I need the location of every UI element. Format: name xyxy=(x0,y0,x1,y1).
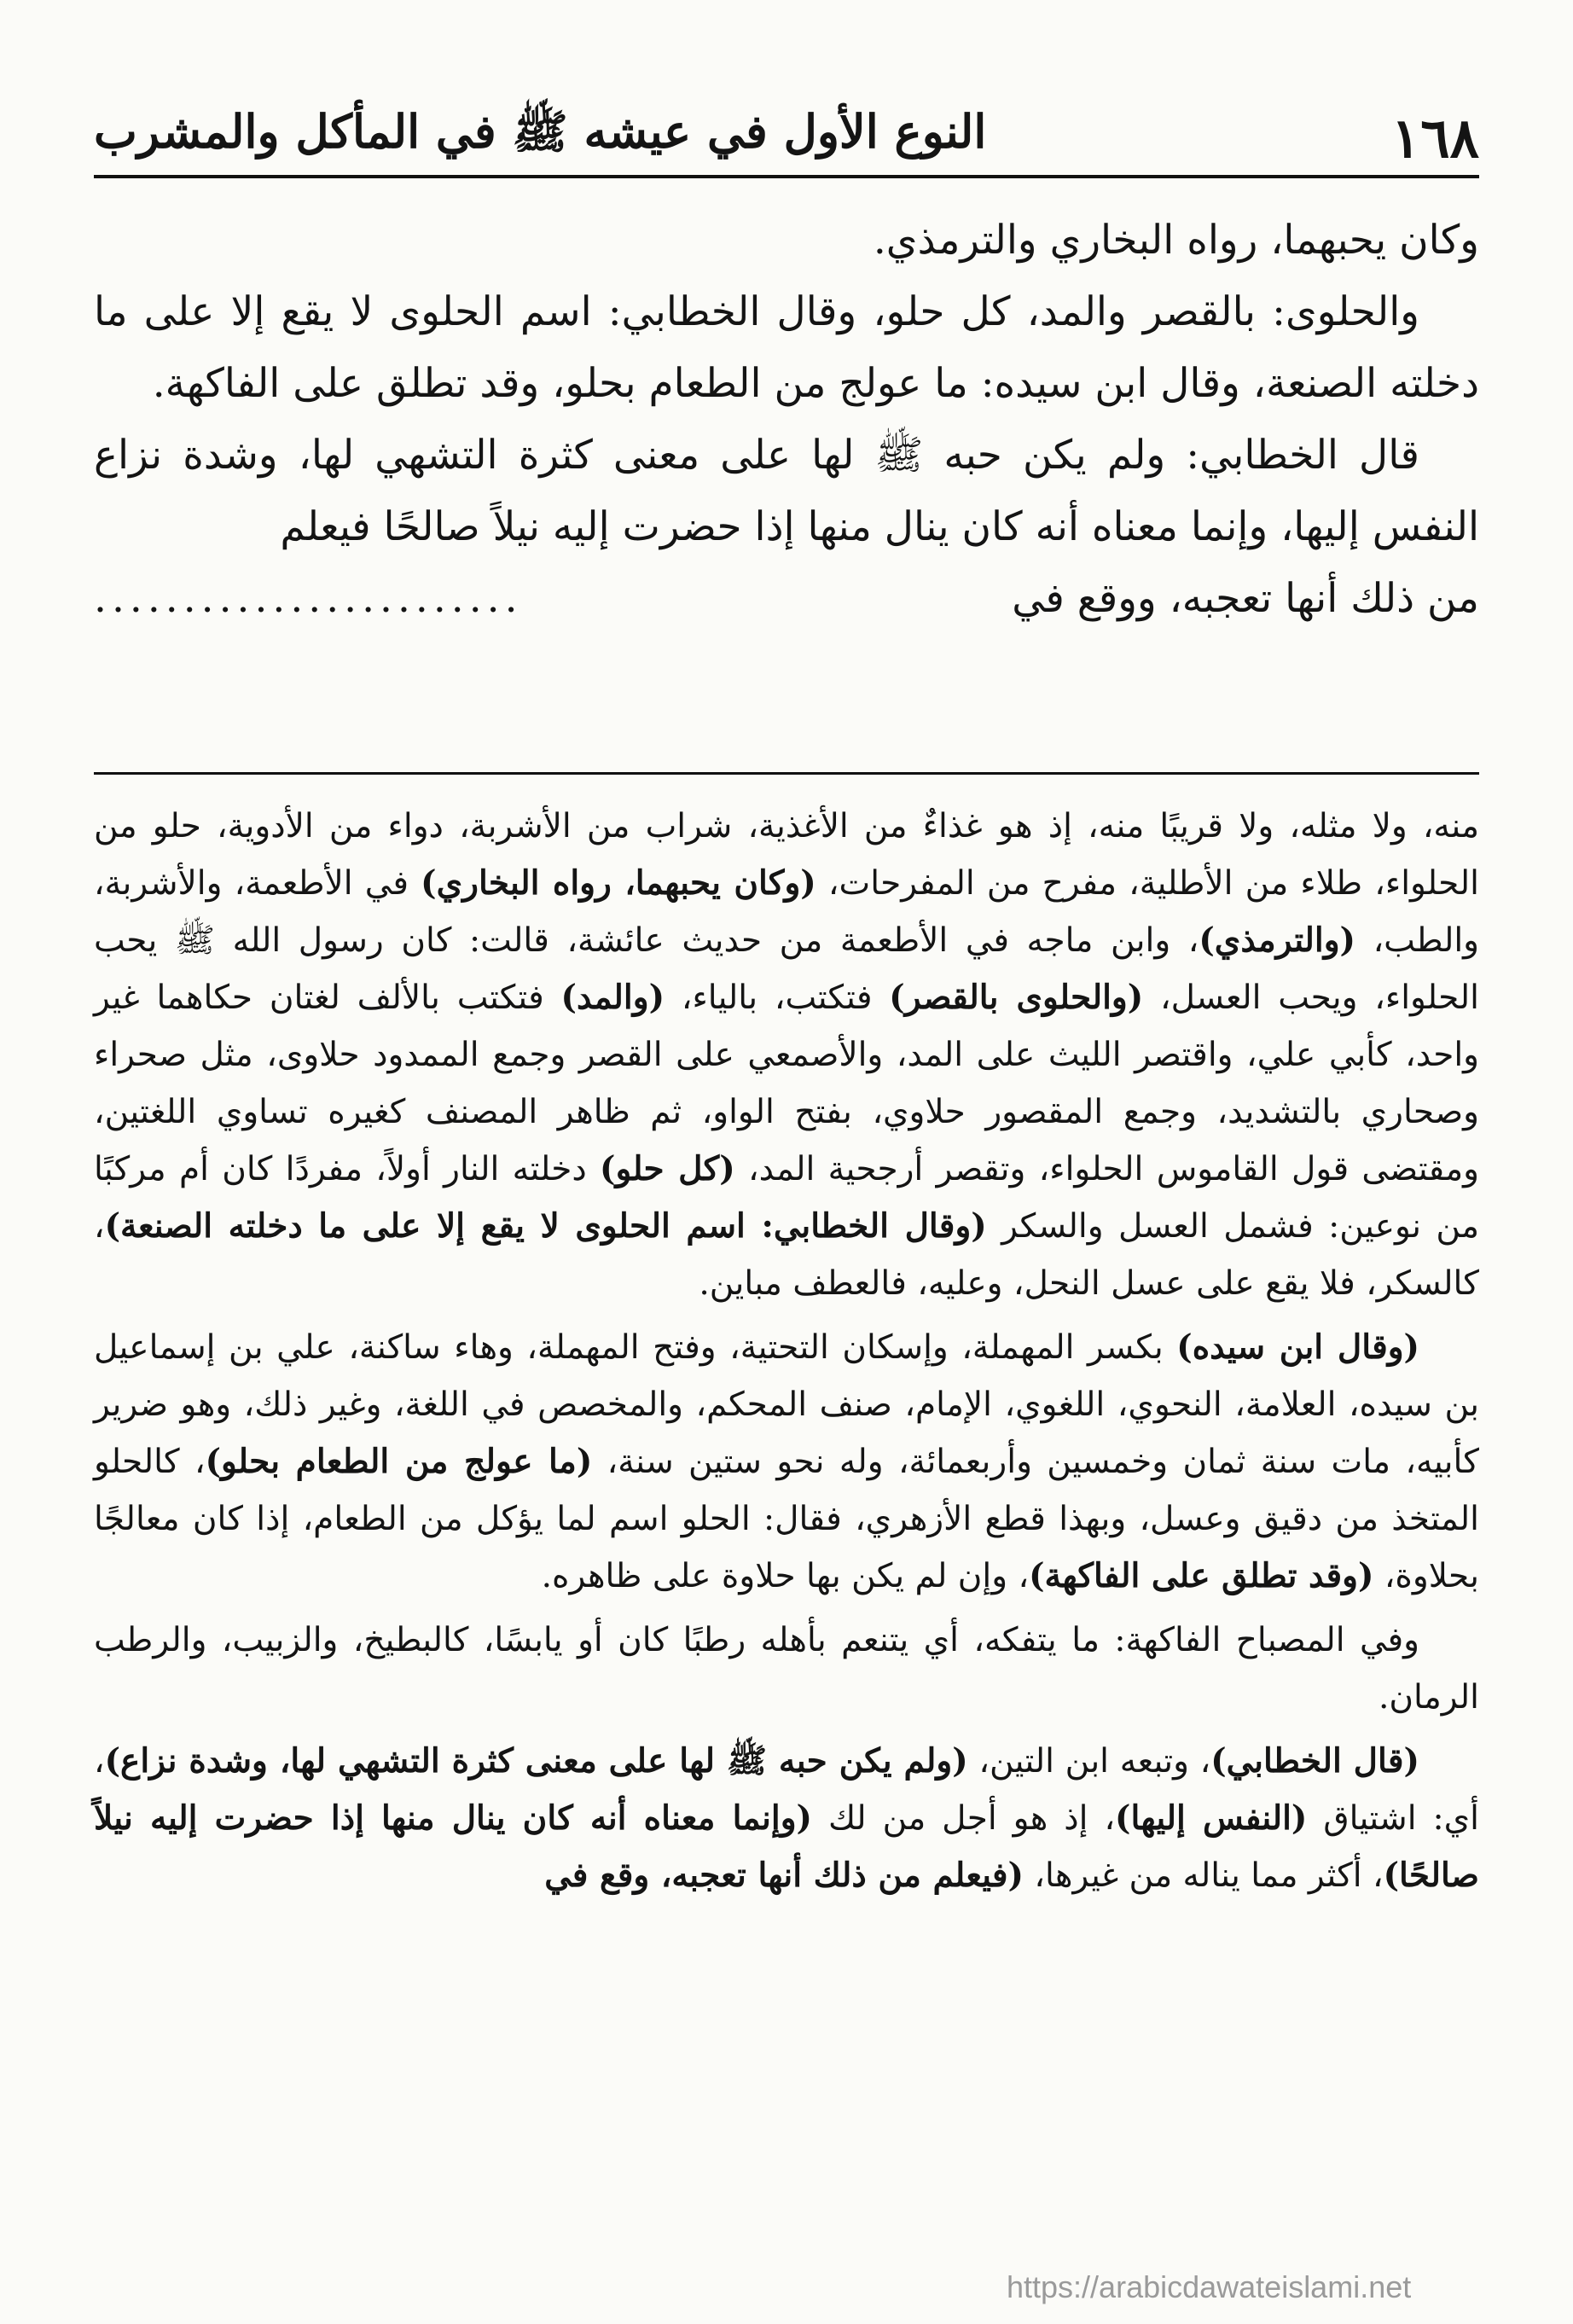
commentary-text-run: بكسر المهملة، وإسكان التحتية، وفتح المهملة، وهاء ساكنة، علي بن إسماعيل بن سيده، العلامة، النحوي، اللغوي، الإمام، صنف المحكم، والمخصص في اللغة، وغير ذلك، وهو ضرير كأبيه، مات سنة ثمان وخمسين وأربعمائة، وله نحو ستين سنة، xyxy=(94,1328,1479,1481)
quoted-matn: (فيعلم من ذلك أنها تعجبه، وقع في xyxy=(544,1856,1024,1895)
quoted-matn: (قال الخطابي) xyxy=(1210,1741,1419,1781)
matn-last-line xyxy=(94,563,1479,635)
quoted-matn: (وإنما معناه أنه كان ينال منها إذا حضرت إليه نيلاً صالحًا) xyxy=(94,1798,1479,1895)
separator-rule xyxy=(94,772,1479,775)
quoted-matn: (وقال ابن سيده) xyxy=(1176,1328,1420,1367)
source-url-watermark: https://arabicdawateislami.net xyxy=(1007,2269,1412,2304)
quoted-matn: (ما عولج من الطعام بحلو) xyxy=(205,1442,593,1481)
commentary-text-run: في الأطعمة، والأشربة، والطب، xyxy=(94,864,1480,960)
matn-paragraph: قال الخطابي: ولم يكن حبه ﷺ لها على معنى كثرة التشهي لها، وشدة نزاع النفس إليها، وإنما معناه أنه كان ينال منها إذا حضرت إليه نيلاً صالحًا فيعلم xyxy=(94,432,1479,550)
continuation-dots: ........................ xyxy=(94,575,523,622)
commentary-paragraph xyxy=(94,1733,1479,1904)
commentary-text-run: ، أكثر مما يناله من غيرها، xyxy=(1024,1856,1384,1895)
quoted-matn: (وقد تطلق على الفاكهة) xyxy=(1029,1556,1374,1595)
page-header xyxy=(94,94,1479,171)
quoted-matn: (والحلوى بالقصر) xyxy=(889,978,1144,1017)
commentary-text-run: ، وإن لم يكن بها حلاوة على ظاهره. xyxy=(541,1557,1030,1595)
matn-paragraph: وكان يحبهما، رواه البخاري والترمذي. xyxy=(873,217,1479,264)
commentary-paragraph xyxy=(94,1319,1479,1605)
commentary-text-run: ، إذ هو أجل من لك xyxy=(811,1799,1116,1838)
commentary-text-run: ، أي: اشتياق xyxy=(94,1742,1479,1838)
commentary-text-run: دخلته النار أولاً، مفردًا كان أم مركبًا من نوعين: فشمل العسل والسكر xyxy=(94,1150,1479,1246)
matn-line-text: من ذلك أنها تعجبه، ووقع في xyxy=(1012,575,1479,622)
matn-paragraph: والحلوى: بالقصر والمد، كل حلو، وقال الخطابي: اسم الحلوى لا يقع إلا على ما دخلته الصنعة، وقال ابن سيده: ما عولج من الطعام بحلو، وقد تطلق على الفاكهة. xyxy=(94,288,1479,407)
running-title: النوع الأول في عيشه ﷺ في المأكل والمشرب xyxy=(94,104,987,159)
quoted-matn: (ولم يكن حبه ﷺ لها على معنى كثرة التشهي لها، وشدة نزاع) xyxy=(104,1741,968,1781)
commentary-text-run: فتكتب، بالياء، xyxy=(665,979,890,1017)
commentary-text-run: ، وابن ماجه في الأطعمة من حديث عائشة، قالت: كان رسول الله ﷺ يحب الحلواء، ويحب العسل، xyxy=(94,921,1479,1017)
commentary-text-run: ، وتبعه ابن التين، xyxy=(967,1742,1211,1781)
commentary-paragraph xyxy=(94,798,1479,1312)
main-text xyxy=(94,205,1479,635)
quoted-matn: (كل حلو) xyxy=(600,1149,735,1188)
commentary-text-run: ، كالسكر، فلا يقع على عسل النحل، وعليه، فالعطف مباين. xyxy=(94,1207,1479,1303)
header-rule xyxy=(94,175,1479,178)
commentary-text-run: منه، ولا مثله، ولا قريبًا منه، إذ هو غذاءٌ من الأغذية، شراب من الأشربة، دواء من الأدوية، حلو من الحلواء، طلاء من الأطلية، مفرح من المفرحات، xyxy=(94,807,1479,903)
book-page xyxy=(94,0,1479,2324)
quoted-matn: (والترمذي) xyxy=(1199,921,1355,960)
quoted-matn: (وقال الخطابي: اسم الحلوى لا يقع إلا على ما دخلته الصنعة) xyxy=(104,1206,987,1246)
page-number: ١٦٨ xyxy=(1390,107,1479,171)
commentary-text-run: ، كالحلو المتخذ من دقيق وعسل، وبهذا قطع الأزهري، فقال: الحلو اسم لما يؤكل من الطعام، إذا كان معالجًا بحلاوة، xyxy=(94,1443,1479,1595)
quoted-matn: (وكان يحبهما، رواه البخاري) xyxy=(421,863,816,903)
quoted-matn: (والمد) xyxy=(560,978,665,1017)
commentary-text-run: فتكتب بالألف لغتان حكاهما غير واحد، كأبي علي، واقتصر الليث على المد، والأصمعي على القصر وجمع الممدود حلاوى، مثل صحراء وصحاري بالتشديد، وجمع المقصور حلاوي، بفتح الواو، ثم ظاهر المصنف كغيره تساوي اللغتين، ومقتضى قول القاموس الحلواء، وتقصر أرجحية المد، xyxy=(94,979,1479,1188)
commentary-paragraph: وفي المصباح الفاكهة: ما يتفكه، أي يتنعم بأهله رطبًا كان أو يابسًا، كالبطيخ، والزبيب، والرطب الرمان. xyxy=(94,1621,1479,1717)
quoted-matn: (النفس إليها) xyxy=(1115,1798,1308,1838)
commentary-text xyxy=(94,798,1479,1911)
